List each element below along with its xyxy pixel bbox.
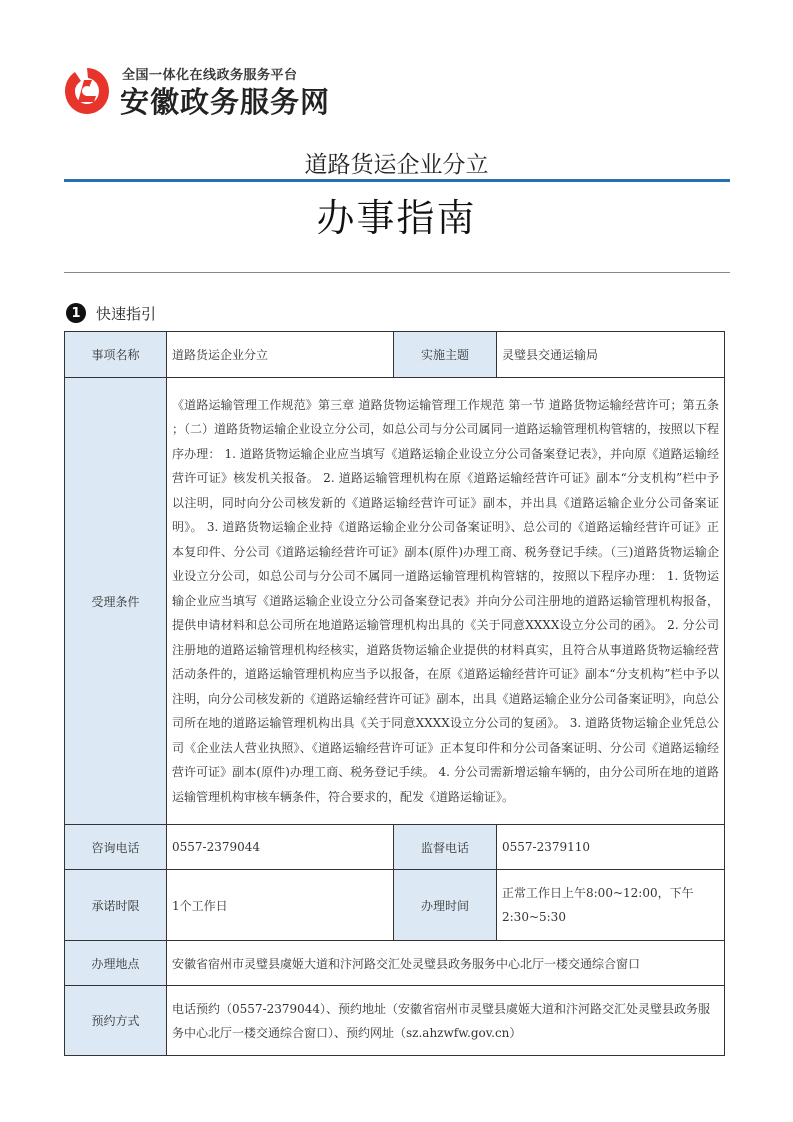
office-hours-label: 办理时间 [394, 870, 497, 941]
section-heading [66, 302, 156, 324]
consult-phone-label: 咨询电话 [65, 825, 167, 870]
appointment-value: 电话预约（0557-2379044）、预约地址（安徽省宿州市灵璧县虞姬大道和汴河路交汇处灵璧县政务服务中心北厅一楼交通综合窗口）、预约网址（sz.ahzwfw.gov.cn） [167, 986, 725, 1056]
office-hours-value: 正常工作日上午8:00~12:00，下午2:30~5:30 [497, 870, 725, 941]
header-divider [64, 272, 730, 273]
table-row [65, 941, 725, 986]
subject-label: 实施主题 [394, 332, 497, 378]
section-number-badge: 1 [66, 303, 86, 323]
subject-value: 灵璧县交通运输局 [497, 332, 725, 378]
location-label: 办理地点 [65, 941, 167, 986]
guide-title: 办事指南 [316, 196, 477, 240]
section-label: 快速指引 [96, 304, 157, 323]
quick-guide-table [64, 331, 725, 1056]
site-header [62, 64, 362, 120]
supervise-phone-label: 监督电话 [394, 825, 497, 870]
table-row [65, 378, 725, 825]
promise-time-label: 承诺时限 [65, 870, 167, 941]
platform-subtitle: 全国一体化在线政务服务平台 [122, 68, 298, 83]
consult-phone-value: 0557-2379044 [167, 825, 394, 870]
appointment-label: 预约方式 [65, 986, 167, 1056]
title-divider [64, 179, 730, 182]
item-name-value: 道路货运企业分立 [167, 332, 394, 378]
subject-title: 道路货运企业分立 [304, 152, 489, 178]
platform-name: 安徽政务服务网 [120, 85, 331, 119]
table-row [65, 986, 725, 1056]
conditions-label: 受理条件 [65, 378, 167, 825]
table-row [65, 825, 725, 870]
conditions-value: 《道路运输管理工作规范》第三章 道路货物运输管理工作规范 第一节 道路货物运输经营许可；第五条 ；（二）道路货物运输企业设立分公司，如总公司与分公司属同一道路运输管理机构管辖的，按照以下程序办理： 1. 道路货物运输企业应当填写《道路运输企业设立分公司备案登记表》，并向原《道路运输经营许可证》核发机关报备。 2. 道路运输管理机构在原《道路运输经营许可证》副本“分支机构”栏中予以注明，同时向分公司核发新的《道路运输经营许可证》副本，并出具《道路运输企业分公司备案证明》。 3. 道路货物运输企业持《道路运输企业分公司备案证明》、总公司的《道路运输经营许可证》正本复印件、分公司《道路运输经营许可证》副本(原件)办理工商、税务登记手续。（三)道路货物运输企业设立分公司，如总公司与分公司不属同一道路运输管理机构管辖的，按照以下程序办理： 1. 货物运输企业应当填写《道路运输企业设立分公司备案登记表》并向分公司注册地的道路运输管理机构报备，提供申请材料和总公司所在地道路运输管理机构出具的《关于同意XXXX设立分公司的函》。 2. 分公司注册地的道路运输管理机构经核实，道路货物运输企业提供的材料真实，且符合从事道路货物运输经营活动条件的，道路运输管理机构应当予以报备，在原《道路运输经营许可证》副本“分支机构”栏中予以注明，向分公司核发新的《道路运输经营许可证》副本，出具《道路运输企业分公司备案证明》，向总公司所在地的道路运输管理机构出具《关于同意XXXX设立分公司的复函》。 3. 道路货物运输企业凭总公司《企业法人营业执照》、《道路运输经营许可证》正本复印件和分公司备案证明、分公司《道路运输经营许可证》副本(原件)办理工商、税务登记手续。 4. 分公司需新增运输车辆的，由分公司所在地的道路运输管理机构审核车辆条件，符合要求的，配发《道路运输证》。 [167, 378, 725, 825]
location-value: 安徽省宿州市灵璧县虞姬大道和汴河路交汇处灵璧县政务服务中心北厅一楼交通综合窗口 [167, 941, 725, 986]
table-row [65, 870, 725, 941]
ahzwfw-logo-icon [62, 66, 112, 116]
supervise-phone-value: 0557-2379110 [497, 825, 725, 870]
table-row [65, 332, 725, 378]
promise-time-value: 1个工作日 [167, 870, 394, 941]
item-name-label: 事项名称 [65, 332, 167, 378]
